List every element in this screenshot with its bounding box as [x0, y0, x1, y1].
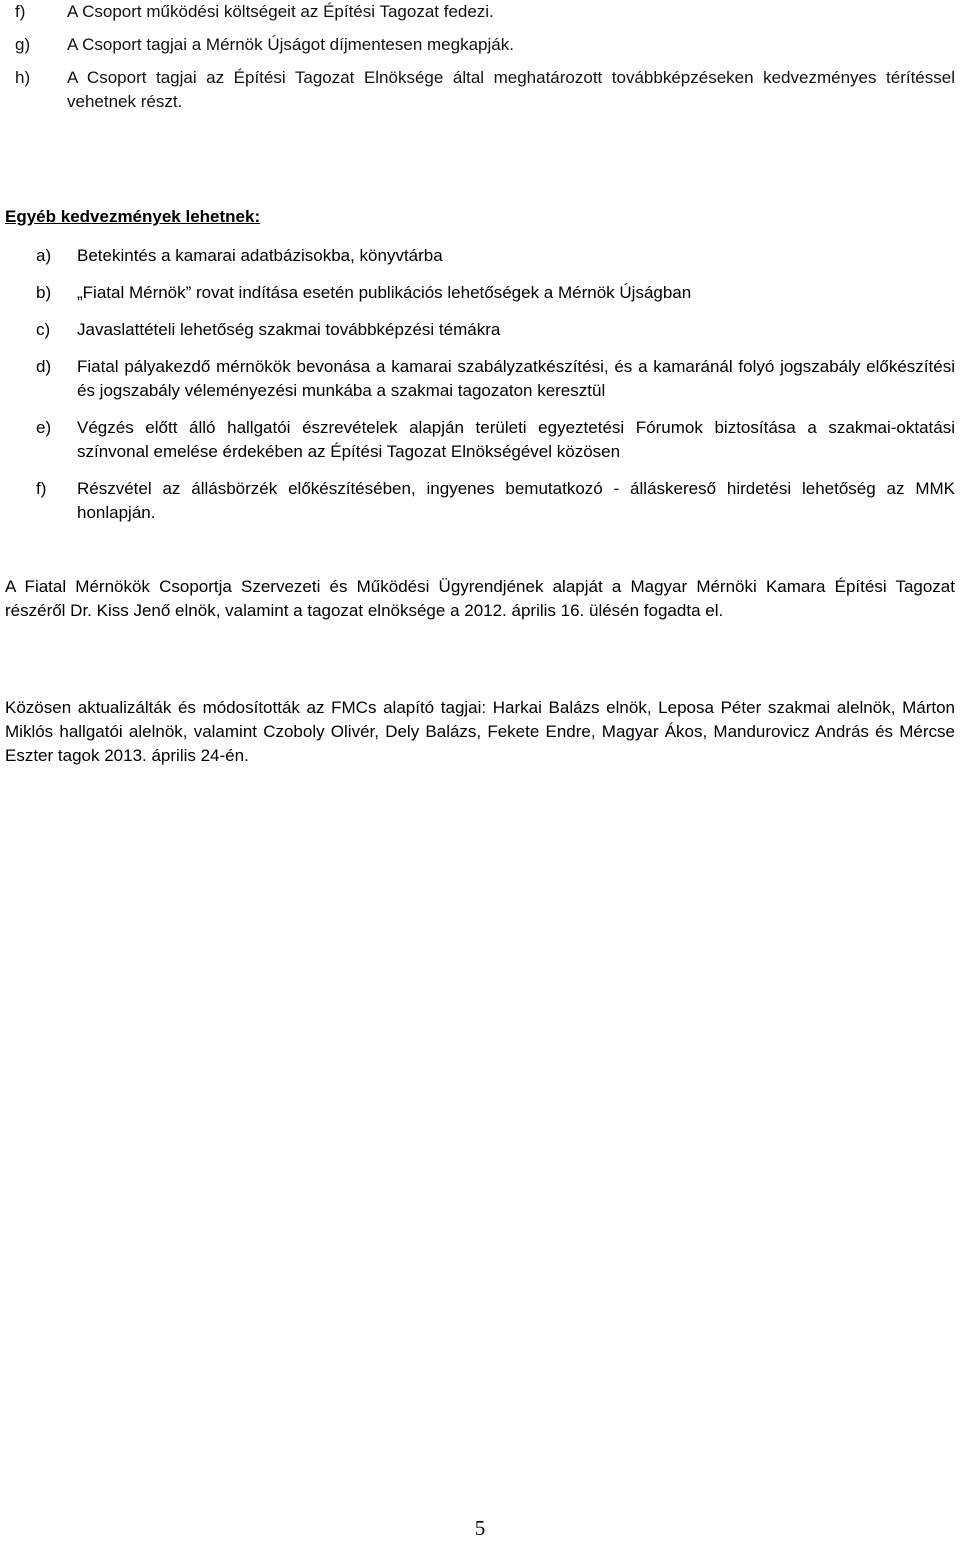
- list-item-text: Végzés előtt álló hallgatói észrevételek alapján területi egyeztetési Fórumok biztosítása a szakmai-oktatási színvonal emelése érdekében az Építési Tagozat Elnökségével közösen: [77, 418, 955, 461]
- list-marker: g): [15, 35, 31, 54]
- list-marker: h): [15, 68, 31, 87]
- fees-list: [0, 0, 960, 114]
- list-item-f: [0, 0, 960, 24]
- page-number: 5: [474, 1516, 486, 1540]
- list-item-g: [0, 33, 960, 57]
- list-item-e: [0, 416, 960, 464]
- list-item-text: „Fiatal Mérnök” rovat indítása esetén publikációs lehetőségek a Mérnök Újságban: [77, 283, 692, 302]
- list-item-text: Fiatal pályakezdő mérnökök bevonása a kamarai szabályzatkészítési, és a kamaránál folyó jogszabály előkészítési és jogszabály véleményezési munkába a szakmai tagozaton keresztül: [77, 357, 955, 400]
- list-item-text: A Csoport tagjai a Mérnök Újságot díjmentesen megkapják.: [67, 35, 514, 54]
- list-item-h: [0, 66, 960, 114]
- list-marker: e): [36, 418, 52, 437]
- list-item-text: A Csoport működési költségeit az Építési Tagozat fedezi.: [67, 2, 494, 21]
- approval-paragraph: A Fiatal Mérnökök Csoportja Szervezeti és Működési Ügyrendjének alapját a Magyar Mérnöki Kamara Építési Tagozat részéről Dr. Kiss Jenő elnök, valamint a tagozat elnöksége a 2012. április 16. ülésén fogadta el.: [5, 577, 955, 620]
- list-marker: f): [15, 2, 26, 21]
- list-item-text: Betekintés a kamarai adatbázisokba, könyvtárba: [77, 246, 443, 265]
- benefits-list: [0, 244, 960, 538]
- list-item-f: [0, 477, 960, 525]
- list-item-c: [0, 318, 960, 342]
- list-marker: f): [36, 479, 47, 498]
- section-heading: Egyéb kedvezmények lehetnek:: [5, 207, 261, 226]
- update-paragraph: Közösen aktualizálták és módosították az FMCs alapító tagjai: Harkai Balázs elnök, Leposa Péter szakmai alelnök, Márton Miklós hallgatói alelnök, valamint Czoboly Olivér, Dely Balázs, Fekete Endre, Magyar Ákos, Mandurovicz András és Mércse Eszter tagok 2013. április 24-én.: [5, 698, 955, 765]
- list-item-d: [0, 355, 960, 403]
- list-item-text: A Csoport tagjai az Építési Tagozat Elnöksége által meghatározott továbbképzéseken kedvezményes térítéssel vehetnek részt.: [67, 68, 955, 111]
- list-item-text: Javaslattételi lehetőség szakmai továbbképzési témákra: [77, 320, 501, 339]
- list-item-b: [0, 281, 960, 305]
- list-marker: b): [36, 283, 52, 302]
- list-marker: a): [36, 246, 52, 265]
- list-item-a: [0, 244, 960, 268]
- list-marker: d): [36, 357, 52, 376]
- list-item-text: Részvétel az állásbörzék előkészítésében, ingyenes bemutatkozó - álláskereső hirdetési lehetőség az MMK honlapján.: [77, 479, 955, 522]
- list-marker: c): [36, 320, 51, 339]
